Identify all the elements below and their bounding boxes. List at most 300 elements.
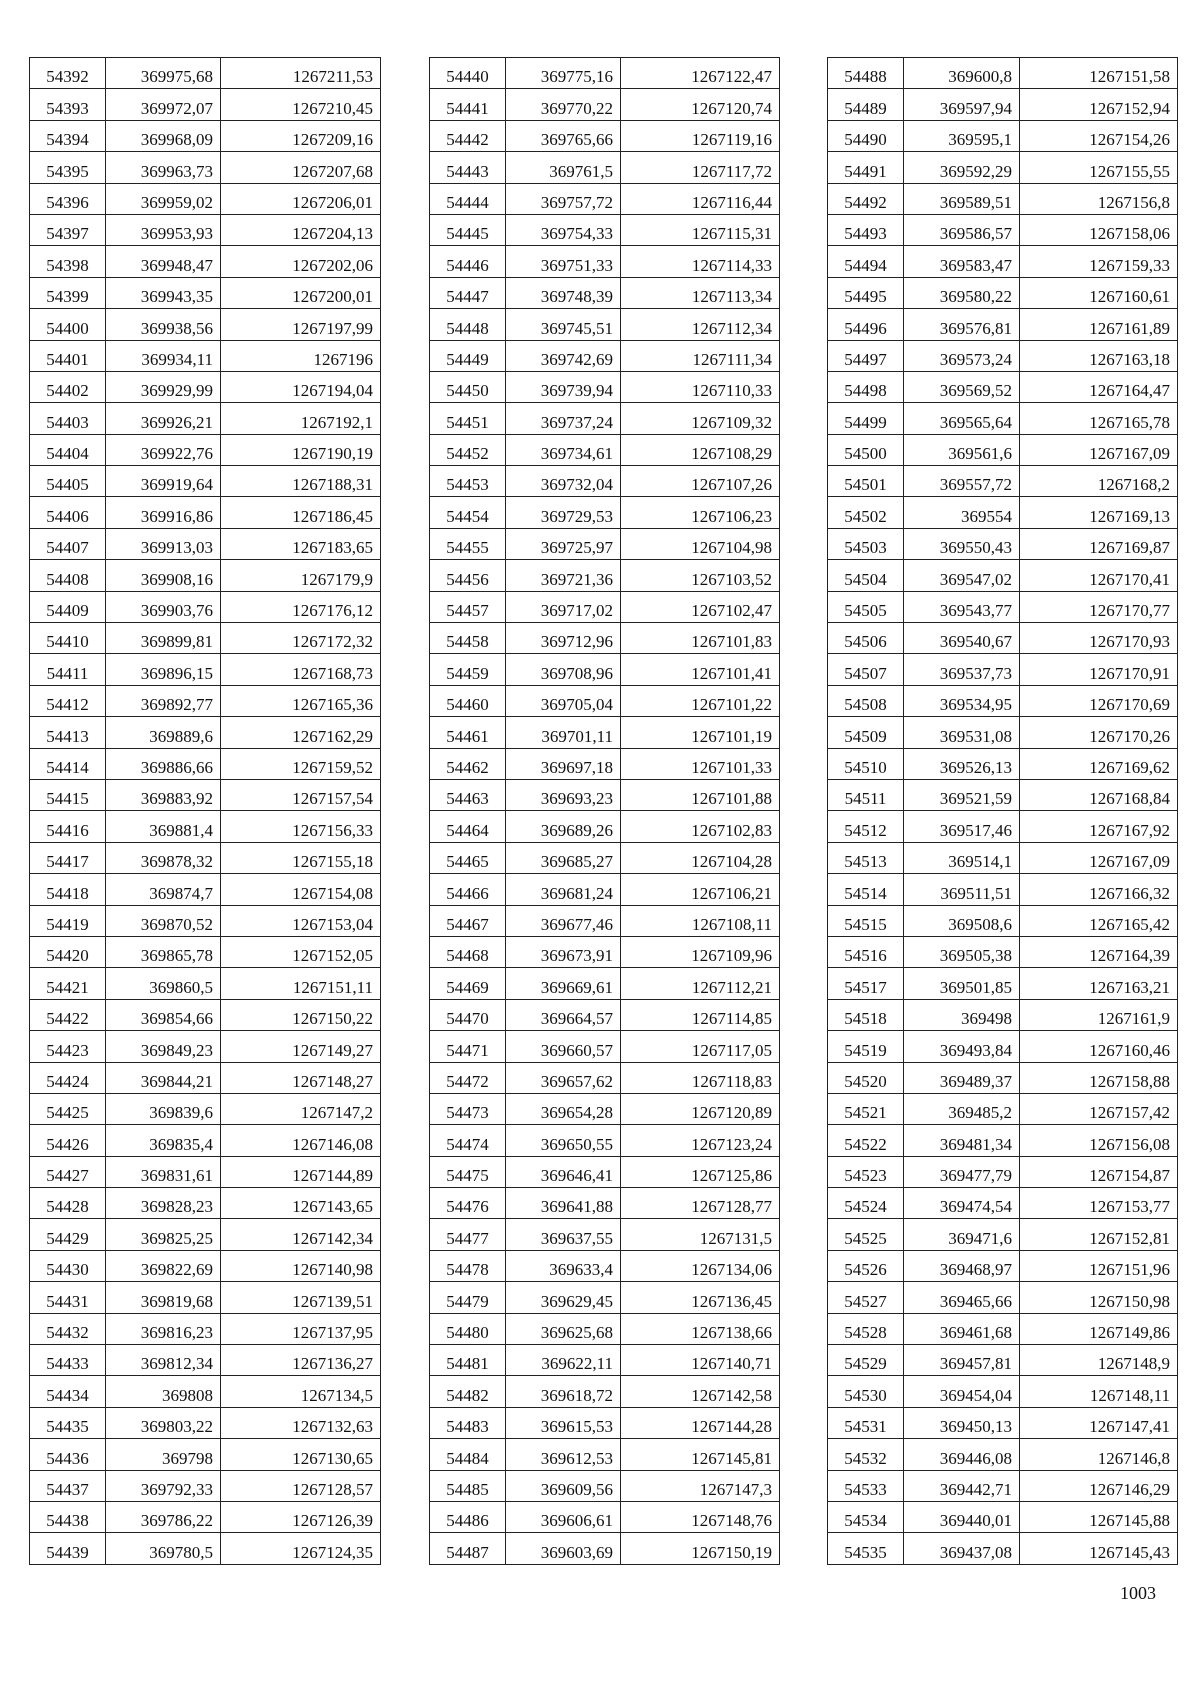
table-row [828,1062,1178,1093]
table-row [430,968,780,999]
y-coordinate-cell: 1267169,13 [1020,497,1178,528]
x-coordinate-cell: 369573,24 [904,340,1020,371]
y-coordinate-cell: 1267106,23 [621,497,780,528]
x-coordinate-cell: 369677,46 [506,905,621,936]
table-row [30,434,381,465]
x-coordinate-cell: 369543,77 [904,591,1020,622]
x-coordinate-cell: 369650,55 [506,1125,621,1156]
table-row [30,497,381,528]
x-coordinate-cell: 369618,72 [506,1376,621,1407]
table-row [828,1188,1178,1219]
x-coordinate-cell: 369474,54 [904,1188,1020,1219]
table-row [828,309,1178,340]
point-number-cell: 54421 [30,968,106,999]
point-number-cell: 54435 [30,1407,106,1438]
table-row [30,340,381,371]
table-row [828,528,1178,559]
point-number-cell: 54433 [30,1345,106,1376]
y-coordinate-cell: 1267196 [221,340,381,371]
table-row [430,528,780,559]
y-coordinate-cell: 1267117,72 [621,152,780,183]
table-row [30,905,381,936]
x-coordinate-cell: 369609,56 [506,1470,621,1501]
point-number-cell: 54473 [430,1093,506,1124]
y-coordinate-cell: 1267157,54 [221,779,381,810]
table-row [828,1533,1178,1564]
point-number-cell: 54465 [430,842,506,873]
point-number-cell: 54395 [30,152,106,183]
table-row [30,717,381,748]
x-coordinate-cell: 369664,57 [506,999,621,1030]
x-coordinate-cell: 369565,64 [904,403,1020,434]
y-coordinate-cell: 1267168,2 [1020,466,1178,497]
x-coordinate-cell: 369775,16 [506,58,621,89]
table-row [430,685,780,716]
point-number-cell: 54410 [30,623,106,654]
point-number-cell: 54470 [430,999,506,1030]
x-coordinate-cell: 369437,08 [904,1533,1020,1564]
y-coordinate-cell: 1267149,86 [1020,1313,1178,1344]
x-coordinate-cell: 369550,43 [904,528,1020,559]
x-coordinate-cell: 369625,68 [506,1313,621,1344]
table-row [30,371,381,402]
table-row [828,371,1178,402]
x-coordinate-cell: 369896,15 [106,654,221,685]
table-row [430,1533,780,1564]
point-number-cell: 54466 [430,874,506,905]
point-number-cell: 54397 [30,214,106,245]
table-row [430,246,780,277]
x-coordinate-cell: 369717,02 [506,591,621,622]
point-number-cell: 54501 [828,466,904,497]
y-coordinate-cell: 1267167,09 [1020,842,1178,873]
point-number-cell: 54463 [430,779,506,810]
table-row [430,120,780,151]
x-coordinate-cell: 369457,81 [904,1345,1020,1376]
table-row [430,874,780,905]
point-number-cell: 54532 [828,1439,904,1470]
y-coordinate-cell: 1267190,19 [221,434,381,465]
table-row [430,1031,780,1062]
x-coordinate-cell: 369870,52 [106,905,221,936]
y-coordinate-cell: 1267114,85 [621,999,780,1030]
point-number-cell: 54413 [30,717,106,748]
y-coordinate-cell: 1267122,47 [621,58,780,89]
x-coordinate-cell: 369521,59 [904,779,1020,810]
point-number-cell: 54513 [828,842,904,873]
table-row [828,466,1178,497]
y-coordinate-cell: 1267207,68 [221,152,381,183]
table-row [30,1282,381,1313]
point-number-cell: 54490 [828,120,904,151]
y-coordinate-cell: 1267148,9 [1020,1345,1178,1376]
point-number-cell: 54405 [30,466,106,497]
point-number-cell: 54454 [430,497,506,528]
x-coordinate-cell: 369489,37 [904,1062,1020,1093]
table-row [828,434,1178,465]
x-coordinate-cell: 369922,76 [106,434,221,465]
y-coordinate-cell: 1267159,33 [1020,246,1178,277]
point-number-cell: 54524 [828,1188,904,1219]
table-row [30,874,381,905]
y-coordinate-cell: 1267144,89 [221,1156,381,1187]
x-coordinate-cell: 369657,62 [506,1062,621,1093]
y-coordinate-cell: 1267186,45 [221,497,381,528]
table-row [430,779,780,810]
y-coordinate-cell: 1267188,31 [221,466,381,497]
point-number-cell: 54438 [30,1501,106,1532]
table-row [430,466,780,497]
y-coordinate-cell: 1267115,31 [621,214,780,245]
table-row [828,403,1178,434]
x-coordinate-cell: 369547,02 [904,560,1020,591]
y-coordinate-cell: 1267142,58 [621,1376,780,1407]
table-row [828,183,1178,214]
point-number-cell: 54528 [828,1313,904,1344]
page-number: 1003 [1120,1583,1156,1603]
table-row [828,874,1178,905]
x-coordinate-cell: 369765,66 [506,120,621,151]
y-coordinate-cell: 1267170,77 [1020,591,1178,622]
x-coordinate-cell: 369660,57 [506,1031,621,1062]
point-number-cell: 54409 [30,591,106,622]
x-coordinate-cell: 369669,61 [506,968,621,999]
point-number-cell: 54429 [30,1219,106,1250]
table-row [828,246,1178,277]
table-row [430,1093,780,1124]
table-row [828,1156,1178,1187]
point-number-cell: 54480 [430,1313,506,1344]
x-coordinate-cell: 369822,69 [106,1250,221,1281]
table-row [30,246,381,277]
point-number-cell: 54461 [430,717,506,748]
point-number-cell: 54495 [828,277,904,308]
y-coordinate-cell: 1267152,81 [1020,1219,1178,1250]
x-coordinate-cell: 369701,11 [506,717,621,748]
y-coordinate-cell: 1267147,2 [221,1093,381,1124]
y-coordinate-cell: 1267126,39 [221,1501,381,1532]
y-coordinate-cell: 1267146,29 [1020,1470,1178,1501]
y-coordinate-cell: 1267168,73 [221,654,381,685]
coordinate-table-2 [429,57,780,1565]
y-coordinate-cell: 1267151,11 [221,968,381,999]
y-coordinate-cell: 1267145,88 [1020,1501,1178,1532]
point-number-cell: 54483 [430,1407,506,1438]
y-coordinate-cell: 1267128,77 [621,1188,780,1219]
y-coordinate-cell: 1267151,96 [1020,1250,1178,1281]
table-row [828,89,1178,120]
point-number-cell: 54488 [828,58,904,89]
y-coordinate-cell: 1267134,5 [221,1376,381,1407]
point-number-cell: 54514 [828,874,904,905]
x-coordinate-cell: 369938,56 [106,309,221,340]
table-row [30,560,381,591]
table-row [30,528,381,559]
table-row [430,58,780,89]
point-number-cell: 54403 [30,403,106,434]
x-coordinate-cell: 369498 [904,999,1020,1030]
x-coordinate-cell: 369595,1 [904,120,1020,151]
y-coordinate-cell: 1267148,27 [221,1062,381,1093]
y-coordinate-cell: 1267139,51 [221,1282,381,1313]
x-coordinate-cell: 369737,24 [506,403,621,434]
x-coordinate-cell: 369615,53 [506,1407,621,1438]
x-coordinate-cell: 369968,09 [106,120,221,151]
y-coordinate-cell: 1267152,05 [221,936,381,967]
point-number-cell: 54487 [430,1533,506,1564]
table-row [828,340,1178,371]
x-coordinate-cell: 369465,66 [904,1282,1020,1313]
y-coordinate-cell: 1267157,42 [1020,1093,1178,1124]
x-coordinate-cell: 369583,47 [904,246,1020,277]
table-row [30,1407,381,1438]
point-number-cell: 54444 [430,183,506,214]
x-coordinate-cell: 369963,73 [106,152,221,183]
y-coordinate-cell: 1267209,16 [221,120,381,151]
x-coordinate-cell: 369629,45 [506,1282,621,1313]
point-number-cell: 54486 [430,1501,506,1532]
point-number-cell: 54496 [828,309,904,340]
point-number-cell: 54401 [30,340,106,371]
y-coordinate-cell: 1267124,35 [221,1533,381,1564]
point-number-cell: 54520 [828,1062,904,1093]
point-number-cell: 54443 [430,152,506,183]
table-row [30,999,381,1030]
y-coordinate-cell: 1267140,98 [221,1250,381,1281]
point-number-cell: 54430 [30,1250,106,1281]
y-coordinate-cell: 1267142,34 [221,1219,381,1250]
y-coordinate-cell: 1267164,47 [1020,371,1178,402]
y-coordinate-cell: 1267136,45 [621,1282,780,1313]
table-row [430,1188,780,1219]
x-coordinate-cell: 369908,16 [106,560,221,591]
y-coordinate-cell: 1267102,83 [621,811,780,842]
table-row [430,905,780,936]
y-coordinate-cell: 1267120,74 [621,89,780,120]
point-number-cell: 54450 [430,371,506,402]
y-coordinate-cell: 1267170,41 [1020,560,1178,591]
table-row [828,1470,1178,1501]
table-row [30,214,381,245]
y-coordinate-cell: 1267170,91 [1020,654,1178,685]
y-coordinate-cell: 1267169,87 [1020,528,1178,559]
table-row [828,1439,1178,1470]
x-coordinate-cell: 369831,61 [106,1156,221,1187]
point-number-cell: 54445 [430,214,506,245]
table-row [828,214,1178,245]
point-number-cell: 54506 [828,623,904,654]
x-coordinate-cell: 369646,41 [506,1156,621,1187]
y-coordinate-cell: 1267165,36 [221,685,381,716]
x-coordinate-cell: 369673,91 [506,936,621,967]
table-row [430,591,780,622]
y-coordinate-cell: 1267101,83 [621,623,780,654]
table-row [828,905,1178,936]
point-number-cell: 54471 [430,1031,506,1062]
y-coordinate-cell: 1267170,93 [1020,623,1178,654]
y-coordinate-cell: 1267112,34 [621,309,780,340]
point-number-cell: 54417 [30,842,106,873]
x-coordinate-cell: 369517,46 [904,811,1020,842]
y-coordinate-cell: 1267101,88 [621,779,780,810]
x-coordinate-cell: 369531,08 [904,717,1020,748]
point-number-cell: 54412 [30,685,106,716]
x-coordinate-cell: 369889,6 [106,717,221,748]
x-coordinate-cell: 369592,29 [904,152,1020,183]
table-row [430,183,780,214]
point-number-cell: 54499 [828,403,904,434]
point-number-cell: 54414 [30,748,106,779]
table-row [430,936,780,967]
y-coordinate-cell: 1267148,11 [1020,1376,1178,1407]
point-number-cell: 54515 [828,905,904,936]
y-coordinate-cell: 1267150,19 [621,1533,780,1564]
y-coordinate-cell: 1267160,46 [1020,1031,1178,1062]
table-row [430,1345,780,1376]
y-coordinate-cell: 1267137,95 [221,1313,381,1344]
y-coordinate-cell: 1267109,96 [621,936,780,967]
point-number-cell: 54441 [430,89,506,120]
point-number-cell: 54469 [430,968,506,999]
table-row [430,434,780,465]
table-row [30,1313,381,1344]
x-coordinate-cell: 369446,08 [904,1439,1020,1470]
x-coordinate-cell: 369485,2 [904,1093,1020,1124]
x-coordinate-cell: 369580,22 [904,277,1020,308]
x-coordinate-cell: 369926,21 [106,403,221,434]
x-coordinate-cell: 369693,23 [506,779,621,810]
point-number-cell: 54392 [30,58,106,89]
x-coordinate-cell: 369534,95 [904,685,1020,716]
point-number-cell: 54425 [30,1093,106,1124]
y-coordinate-cell: 1267167,92 [1020,811,1178,842]
y-coordinate-cell: 1267146,8 [1020,1439,1178,1470]
x-coordinate-cell: 369780,5 [106,1533,221,1564]
x-coordinate-cell: 369849,23 [106,1031,221,1062]
y-coordinate-cell: 1267136,27 [221,1345,381,1376]
x-coordinate-cell: 369721,36 [506,560,621,591]
point-number-cell: 54422 [30,999,106,1030]
x-coordinate-cell: 369934,11 [106,340,221,371]
x-coordinate-cell: 369589,51 [904,183,1020,214]
x-coordinate-cell: 369929,99 [106,371,221,402]
table-row [828,591,1178,622]
y-coordinate-cell: 1267108,11 [621,905,780,936]
table-row [828,1313,1178,1344]
point-number-cell: 54475 [430,1156,506,1187]
y-coordinate-cell: 1267145,81 [621,1439,780,1470]
table-row [430,560,780,591]
table-row [430,1219,780,1250]
table-row [430,1313,780,1344]
x-coordinate-cell: 369792,33 [106,1470,221,1501]
x-coordinate-cell: 369454,04 [904,1376,1020,1407]
table-row [828,685,1178,716]
x-coordinate-cell: 369819,68 [106,1282,221,1313]
y-coordinate-cell: 1267154,08 [221,874,381,905]
y-coordinate-cell: 1267204,13 [221,214,381,245]
point-number-cell: 54434 [30,1376,106,1407]
x-coordinate-cell: 369612,53 [506,1439,621,1470]
table-row [828,1501,1178,1532]
y-coordinate-cell: 1267146,08 [221,1125,381,1156]
table-row [30,309,381,340]
y-coordinate-cell: 1267167,09 [1020,434,1178,465]
x-coordinate-cell: 369712,96 [506,623,621,654]
x-coordinate-cell: 369654,28 [506,1093,621,1124]
point-number-cell: 54424 [30,1062,106,1093]
point-number-cell: 54428 [30,1188,106,1219]
y-coordinate-cell: 1267101,22 [621,685,780,716]
y-coordinate-cell: 1267153,77 [1020,1188,1178,1219]
y-coordinate-cell: 1267118,83 [621,1062,780,1093]
y-coordinate-cell: 1267150,98 [1020,1282,1178,1313]
point-number-cell: 54502 [828,497,904,528]
table-row [30,623,381,654]
x-coordinate-cell: 369975,68 [106,58,221,89]
x-coordinate-cell: 369860,5 [106,968,221,999]
y-coordinate-cell: 1267153,04 [221,905,381,936]
table-row [30,685,381,716]
x-coordinate-cell: 369943,35 [106,277,221,308]
point-number-cell: 54497 [828,340,904,371]
x-coordinate-cell: 369606,61 [506,1501,621,1532]
point-number-cell: 54472 [430,1062,506,1093]
table-row [828,1219,1178,1250]
point-number-cell: 54481 [430,1345,506,1376]
table-row [828,1093,1178,1124]
point-number-cell: 54436 [30,1439,106,1470]
point-number-cell: 54508 [828,685,904,716]
point-number-cell: 54440 [430,58,506,89]
y-coordinate-cell: 1267161,89 [1020,309,1178,340]
x-coordinate-cell: 369477,79 [904,1156,1020,1187]
point-number-cell: 54402 [30,371,106,402]
table-row [828,560,1178,591]
table-row [30,120,381,151]
table-row [828,1125,1178,1156]
table-row [30,1031,381,1062]
point-number-cell: 54517 [828,968,904,999]
x-coordinate-cell: 369697,18 [506,748,621,779]
point-number-cell: 54512 [828,811,904,842]
y-coordinate-cell: 1267151,58 [1020,58,1178,89]
y-coordinate-cell: 1267111,34 [621,340,780,371]
table-row [828,968,1178,999]
point-number-cell: 54503 [828,528,904,559]
y-coordinate-cell: 1267119,16 [621,120,780,151]
table-row [30,1219,381,1250]
table-row [430,340,780,371]
y-coordinate-cell: 1267163,21 [1020,968,1178,999]
x-coordinate-cell: 369493,84 [904,1031,1020,1062]
y-coordinate-cell: 1267168,84 [1020,779,1178,810]
point-number-cell: 54527 [828,1282,904,1313]
x-coordinate-cell: 369865,78 [106,936,221,967]
x-coordinate-cell: 369751,33 [506,246,621,277]
table-row [430,717,780,748]
table-row [828,811,1178,842]
point-number-cell: 54427 [30,1156,106,1187]
point-number-cell: 54398 [30,246,106,277]
x-coordinate-cell: 369899,81 [106,623,221,654]
y-coordinate-cell: 1267156,8 [1020,183,1178,214]
table-row [30,842,381,873]
point-number-cell: 54505 [828,591,904,622]
point-number-cell: 54494 [828,246,904,277]
y-coordinate-cell: 1267210,45 [221,89,381,120]
table-row [430,89,780,120]
